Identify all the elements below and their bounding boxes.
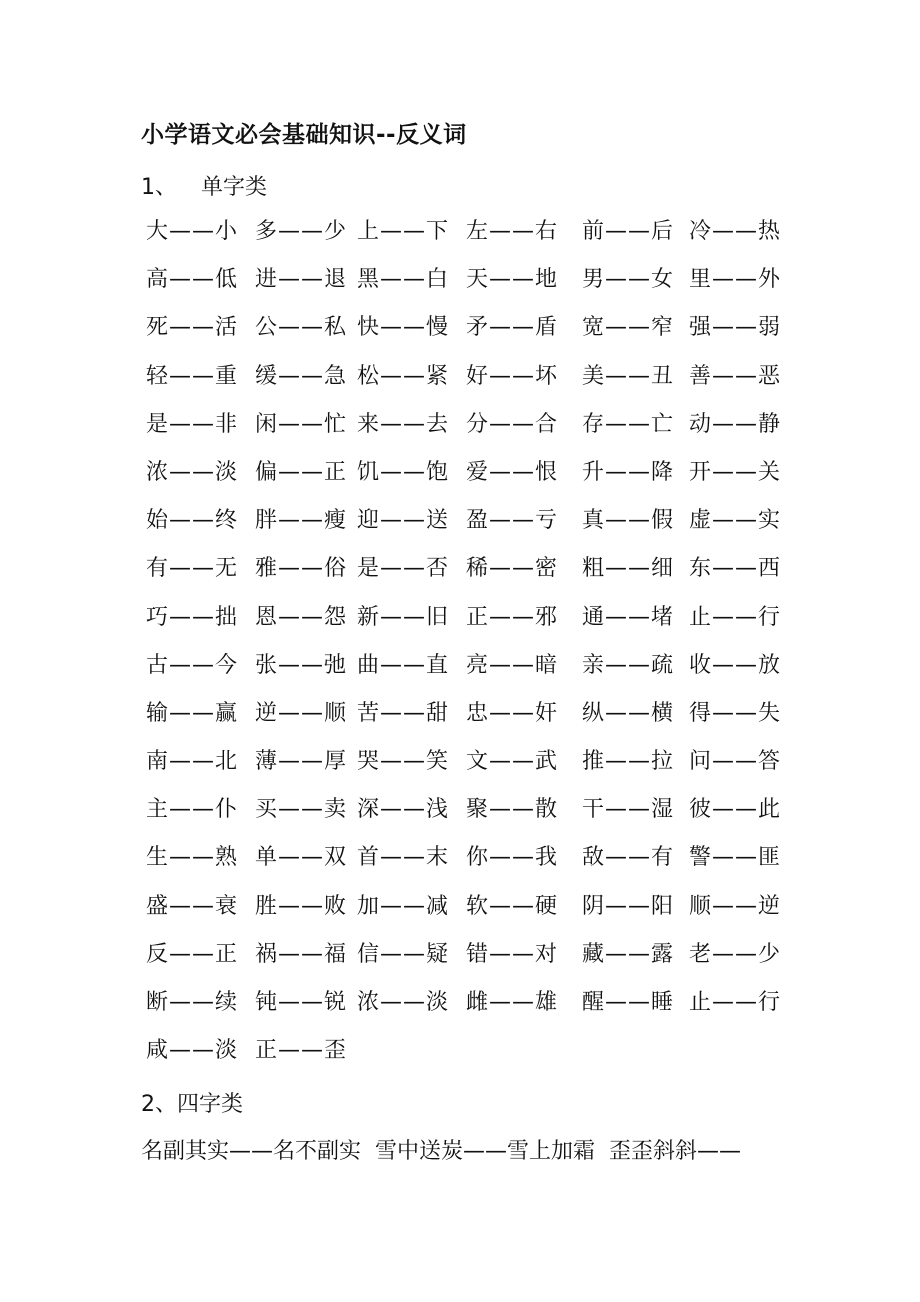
antonym-pair: 反——正 — [146, 941, 239, 967]
antonym-pair: 苦——甜 — [357, 700, 450, 726]
antonym-pair: 张——弛 — [255, 652, 348, 678]
antonym-pair: 正——歪 — [255, 1038, 348, 1064]
antonym-pair: 有——无 — [146, 556, 239, 582]
antonym-pair: 饥——饱 — [357, 459, 450, 485]
antonym-pair: 好——坏 — [466, 363, 559, 389]
antonym-pair: 公——私 — [255, 315, 348, 341]
antonym-pair: 推——拉 — [582, 749, 675, 775]
antonym-pair: 曲——直 — [357, 652, 450, 678]
antonym-pair: 问——答 — [689, 749, 782, 775]
antonym-pair: 宽——窄 — [582, 315, 675, 341]
antonym-pair: 胜——败 — [255, 893, 348, 919]
antonym-pair: 东——西 — [689, 556, 782, 582]
antonym-pair: 错——对 — [466, 941, 559, 967]
antonym-pair: 你——我 — [466, 845, 559, 871]
antonym-pair: 粗——细 — [582, 556, 675, 582]
antonym-pair: 浓——淡 — [146, 459, 239, 485]
antonym-pair: 偏——正 — [255, 459, 348, 485]
antonym-pair: 老——少 — [689, 941, 782, 967]
antonym-pair: 左——右 — [466, 219, 559, 244]
page-title: 小学语文必会基础知识--反义词 — [141, 122, 467, 148]
antonym-pair: 迎——送 — [357, 508, 450, 534]
antonym-pair: 醒——睡 — [582, 990, 675, 1015]
antonym-pair: 稀——密 — [466, 556, 559, 582]
antonym-pair: 信——疑 — [357, 941, 450, 967]
antonym-pair: 缓——急 — [255, 363, 348, 389]
antonym-pair: 止——行 — [689, 604, 782, 630]
antonym-pair: 亮——暗 — [466, 652, 559, 678]
antonym-pair: 升——降 — [582, 459, 675, 485]
antonym-pair: 咸——淡 — [146, 1038, 239, 1064]
antonym-pair: 收——放 — [689, 652, 782, 678]
antonym-pair: 始——终 — [146, 508, 239, 534]
antonym-pair: 哭——笑 — [357, 749, 450, 775]
antonym-pair: 买——卖 — [255, 797, 348, 823]
antonym-pair: 止——行 — [689, 990, 782, 1015]
antonym-pair: 新——旧 — [357, 604, 450, 630]
antonym-pair: 存——亡 — [582, 411, 675, 437]
antonym-pair: 钝——锐 — [255, 990, 348, 1015]
antonym-pair: 阴——阳 — [582, 893, 675, 919]
antonym-pair: 加——减 — [357, 893, 450, 919]
antonym-pair: 薄——厚 — [255, 749, 348, 775]
antonym-pair: 文——武 — [466, 749, 559, 775]
antonym-pair: 黑——白 — [357, 267, 450, 293]
idiom-pair: 名副其实——名不副实 — [141, 1139, 362, 1164]
antonym-pair: 盈——亏 — [466, 508, 559, 534]
antonym-pair: 纵——横 — [582, 700, 675, 726]
antonym-pair: 快——慢 — [357, 315, 450, 341]
antonym-pair: 彼——此 — [689, 797, 782, 823]
antonym-pair: 爱——恨 — [466, 459, 559, 485]
antonym-pair: 分——合 — [466, 411, 559, 437]
antonym-pair: 来——去 — [357, 411, 450, 437]
antonym-pair: 祸——福 — [255, 941, 348, 967]
antonym-pair: 高——低 — [146, 267, 239, 293]
antonym-pair: 前——后 — [582, 219, 675, 244]
antonym-pair: 是——非 — [146, 411, 239, 437]
antonym-pair: 动——静 — [689, 411, 782, 437]
antonym-pair: 生——熟 — [146, 845, 239, 871]
antonym-pair: 干——湿 — [582, 797, 675, 823]
idiom-pair: 歪歪斜斜—— — [609, 1139, 742, 1164]
antonym-pair: 松——紧 — [357, 363, 450, 389]
antonym-pair: 美——丑 — [582, 363, 675, 389]
antonym-pair: 逆——顺 — [255, 700, 348, 726]
antonym-pair: 进——退 — [255, 267, 348, 293]
antonym-pair: 输——赢 — [146, 700, 239, 726]
section-1-number: 1、 — [141, 175, 177, 200]
antonym-pair: 忠——奸 — [466, 700, 559, 726]
antonym-pair: 胖——瘦 — [255, 508, 348, 534]
antonym-pair: 软——硬 — [466, 893, 559, 919]
antonym-pair: 得——失 — [689, 700, 782, 726]
antonym-pair: 通——堵 — [582, 604, 675, 630]
antonym-pair: 死——活 — [146, 315, 239, 341]
antonym-pair: 天——地 — [466, 267, 559, 293]
antonym-pair: 断——续 — [146, 990, 239, 1015]
antonym-pair: 单——双 — [255, 845, 348, 871]
antonym-pair: 聚——散 — [466, 797, 559, 823]
antonym-pair: 恩——怨 — [255, 604, 348, 630]
antonym-pair: 大——小 — [146, 219, 239, 244]
antonym-pair: 顺——逆 — [689, 893, 782, 919]
antonym-pair: 上——下 — [357, 219, 450, 244]
antonym-pair: 巧——拙 — [146, 604, 239, 630]
antonym-pair: 冷——热 — [689, 219, 782, 244]
antonym-pair: 敌——有 — [582, 845, 675, 871]
idiom-pair: 雪中送炭——雪上加霜 — [375, 1139, 596, 1164]
antonym-pair: 闲——忙 — [255, 411, 348, 437]
antonym-pair: 浓——淡 — [357, 990, 450, 1015]
antonym-pair: 正——邪 — [466, 604, 559, 630]
section-1-heading — [141, 170, 267, 201]
antonym-pair: 南——北 — [146, 749, 239, 775]
section-2-heading: 2、四字类 — [141, 1092, 243, 1117]
antonym-pair: 藏——露 — [582, 941, 675, 967]
antonym-pair: 雌——雄 — [466, 990, 559, 1015]
antonym-pair: 善——恶 — [689, 363, 782, 389]
antonym-pair: 矛——盾 — [466, 315, 559, 341]
antonym-pair: 警——匪 — [689, 845, 782, 871]
antonym-pair: 开——关 — [689, 459, 782, 485]
antonym-pair: 主——仆 — [146, 797, 239, 823]
antonym-pair: 盛——衰 — [146, 893, 239, 919]
idiom-line — [141, 1134, 755, 1165]
antonym-pair: 古——今 — [146, 652, 239, 678]
antonym-pair: 男——女 — [582, 267, 675, 293]
antonym-pair: 里——外 — [689, 267, 782, 293]
antonym-pair: 轻——重 — [146, 363, 239, 389]
antonym-pair: 是——否 — [357, 556, 450, 582]
antonym-pair: 强——弱 — [689, 315, 782, 341]
antonym-pair: 雅——俗 — [255, 556, 348, 582]
antonym-pair: 多——少 — [255, 219, 348, 244]
antonym-pair: 首——末 — [357, 845, 450, 871]
antonym-pair: 亲——疏 — [582, 652, 675, 678]
antonym-pair: 虚——实 — [689, 508, 782, 534]
antonym-pair: 深——浅 — [357, 797, 450, 823]
section-1-label: 单字类 — [201, 175, 268, 200]
antonym-pair: 真——假 — [582, 508, 675, 534]
